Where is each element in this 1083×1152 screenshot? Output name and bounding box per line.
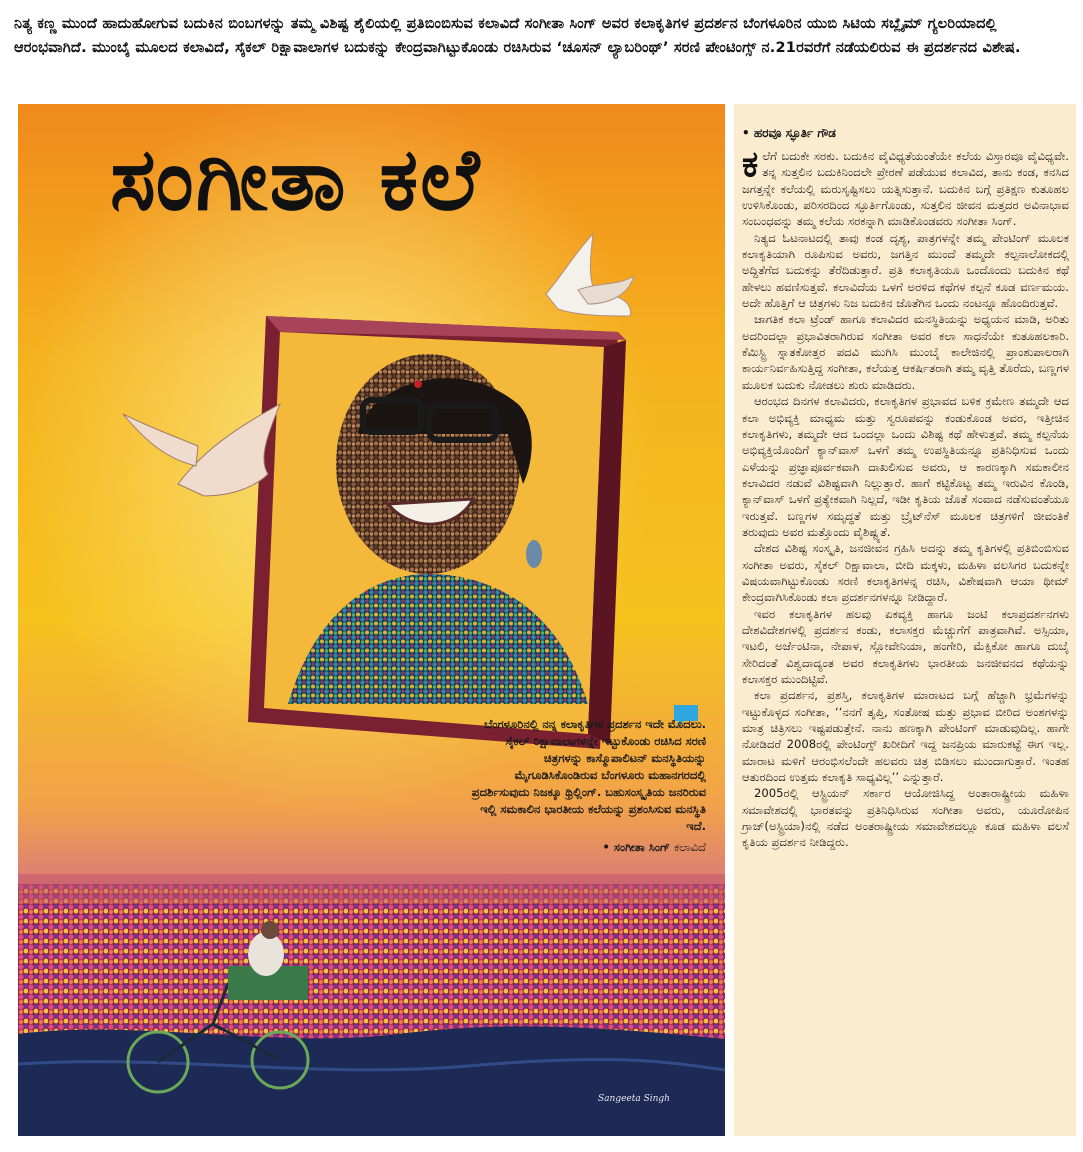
- pull-quote-author: [470, 839, 706, 856]
- article-paragraph: ಆರಂಭದ ದಿನಗಳ ಕಲಾವಿದರು, ಕಲಾಕೃತಿಗಳ ಪ್ರಭಾವದ ಬಳಿಕ ಕ್ರಮೇಣ ತಮ್ಮದೇ ಆದ ಕಲಾ ಅಭಿವ್ಯಕ್ತಿ ಮಾಧ್ಯಮ ಮತ್ತು ಸ್ವರೂಪವನ್ನು ಕಂಡುಕೊಂಡ ಅವರ, ಇತ್ತೀಚಿನ ಕಲಾಕೃತಿಗಳು, ತಮ್ಮದೇ ಆದ ಒಂದಲ್ಲಾ ಒಂದು ವಿಶಿಷ್ಟ ಕಥೆ ಹೇಳುತ್ತವೆ. ತಮ್ಮ ಕಲ್ಪನೆಯ ಅಭಿವ್ಯಕ್ತಿಯೊಂದಿಗೆ ಕ್ಯಾನ್‌ವಾಸ್ ಒಳಗೆ ತಮ್ಮ ಉಪಸ್ಥಿತಿಯನ್ನೂ ಪ್ರತಿನಿಧಿಸುವ ಒಂದು ಎಳೆಯನ್ನು ಪ್ರಜ್ಞಾಪೂರ್ವಕವಾಗಿ ದಾಖಲಿಸುವ ಅವರು, ಆ ಕಾರಣಕ್ಕಾಗಿ ಸಮಕಾಲೀನ ಕಲಾವಿದರ ನಡುವೆ ವಿಶಿಷ್ಟವಾಗಿ ನಿಲ್ಲುತ್ತಾರೆ. ಹಾಗೆ ಕಟ್ಟಿಕೊಟ್ಟ ತಮ್ಮ ಇರುವಿನ ಕೊಂಡಿ, ಕ್ಯಾನ್‌ವಾಸ್ ಒಳಗೆ ಪ್ರತ್ಯೇಕವಾಗಿ ನಿಲ್ಲದೆ, ಇಡೀ ಕೃತಿಯ ಜೊತೆ ಸಂವಾದ ನಡೆಸುವಂತೆಯೂ ಇರುತ್ತವೆ. ಬಣ್ಣಗಳ ಸಮೃದ್ಧತೆ ಮತ್ತು ಬ್ರೈಟ್‌ನೆಸ್ ಮೂಲಕ ಚಿತ್ರಗಳಿಗೆ ಜೀವಂತಿಕೆ ತರುವುದು ಅವರ ಮತ್ತೊಂದು ವೈಶಿಷ್ಟ್ಯತೆ.: [742, 394, 1069, 539]
- drop-cap: ಕ: [742, 144, 759, 185]
- painting-signature: Sangeeta Singh: [598, 1094, 670, 1104]
- article-paragraph: ಕಲಾ ಪ್ರದರ್ಶನ, ಪ್ರಶಸ್ತಿ, ಕಲಾಕೃತಿಗಳ ಮಾರಾಟದ ಬಗ್ಗೆ ಹೆಚ್ಚಾಗಿ ಭ್ರಮೆಗಳನ್ನು ಇಟ್ಟುಕೊಳ್ಳದ ಸಂಗೀತಾ, ‘‘ನನಗೆ ತೃಪ್ತಿ, ಸಂತೋಷ ಮತ್ತು ಪ್ರಭಾವ ಬೀರಿದ ಅಂಶಗಳನ್ನು ಮಾತ್ರ ಚಿತ್ರಿಸಲು ಇಷ್ಟಪಡುತ್ತೇನೆ. ನಾನು ಹಣಕ್ಕಾಗಿ ಪೇಂಟಿಂಗ್ ಮಾಡುವುದಿಲ್ಲ. ಹಾಗೇ ನೋಡಿದರೆ 2008ರಲ್ಲಿ ಪೇಂಟಿಂಗ್ಸ್ ಖರೀದಿಗೆ ಇದ್ದ ಜನಪ್ರಿಯ ಮಾರುಕಟ್ಟೆ ಈಗ ಇಲ್ಲ. ಮಾರಾಟ ಮಳಿಗೆ ಆರಂಭಿಸಲೆಂದೇ ಹಲವರು ಚಿತ್ರ ಬಿಡಿಸಲು ಮುಂದಾಗುತ್ತಾರೆ. ಇಂತಹ ಆತುರದಿಂದ ಉತ್ತಮ ಕಲಾಕೃತಿ ಸಾಧ್ಯವಿಲ್ಲ’’ ಎನ್ನುತ್ತಾರೆ.: [742, 688, 1069, 785]
- article-paragraph: 2005ರಲ್ಲಿ ಆಸ್ಟ್ರಿಯನ್ ಸರ್ಕಾರ ಆಯೋಜಿಸಿದ್ದ ಅಂತಾರಾಷ್ಟ್ರೀಯ ಮಹಿಳಾ ಸಮಾವೇಶದಲ್ಲಿ ಭಾರತವನ್ನು ಪ್ರತಿನಿಧಿಸಿರುವ ಸಂಗೀತಾ ಅವರು, ಯೂರೋಪಿನ ಗ್ರಾಜ್(ಅಸ್ಟ್ರಿಯಾ)ನಲ್ಲಿ ನಡೆದ ಅಂತರಾಷ್ಟ್ರೀಯ ಸಮಾವೇಶದಲ್ಲೂ ಕೂಡ ಮಹಿಳಾ ವಲಸೆ ಕೃತಿಯ ಪ್ರದರ್ಶನ ನೀಡಿದ್ದರು.: [742, 786, 1069, 850]
- article-paragraph: ಇವರ ಕಲಾಕೃತಿಗಳ ಹಲವು ಏಕವ್ಯಕ್ತಿ ಹಾಗೂ ಜಂಟಿ ಕಲಾಪ್ರದರ್ಶನಗಳು ದೇಶವಿದೇಶಗಳಲ್ಲಿ ಪ್ರದರ್ಶನ ಕಂಡು, ಕಲಾಸಕ್ತರ ಮೆಚ್ಚುಗೆಗೆ ಪಾತ್ರವಾಗಿವೆ. ಅಸ್ಸಿಯಾ, ಇಟಲಿ, ಅರ್ಜೆಂಟಿನಾ, ನೇಪಾಳ, ಸ್ಲೋವೇನಿಯಾ, ಹಂಗೇರಿ, ಮೆಕ್ಸಿಕೋ ಹಾಗೂ ದುಬೈ ಸೇರಿದಂತೆ ವಿಶ್ವದಾದ್ಯಂತ ಅವರ ಕಲಾಕೃತಿಗಳು ಭಾರತೀಯ ಜನಜೀವನದ ಕಥೆಯನ್ನು ಕಲಾಸಕ್ತರ ಮುಂದಿಟ್ಟಿವೆ.: [742, 606, 1069, 686]
- article-paragraph: ಜಾಗತಿಕ ಕಲಾ ಟ್ರೆಂಡ್ ಹಾಗೂ ಕಲಾವಿದರ ಮನಸ್ಥಿತಿಯನ್ನು ಅಧ್ಯಯನ ಮಾಡಿ, ಅರಿತು ಅದರಿಂದಲ್ಲಾ ಪ್ರಭಾವಿತರಾಗಿರುವ ಸಂಗೀತಾ ಅವರ ಕಲಾ ಸಾಧನೆಯೇ ಕುತೂಹಲಕಾರಿ. ಕೆಮಿಸ್ಟ್ರಿ ಸ್ನಾತಕೋತ್ತರ ಪದವಿ ಮುಗಿಸಿ ಮುಂಬೈ ಕಾಲೇಜಿನಲ್ಲಿ ಪ್ರಾಂಶುಪಾಲರಾಗಿ ಕಾರ್ಯನಿರ್ವಹಿಸುತ್ತಿದ್ದ ಸಂಗೀತಾ, ಕಲೆಯತ್ತ ಆಕರ್ಷಿತರಾಗಿ ತಮ್ಮ ವೃತ್ತಿ ತೊರೆದು, ಬಣ್ಣಗಳ ಮೂಲಕ ಬದುಕು ನೋಡಲು ಶುರು ಮಾಡಿದರು.: [742, 312, 1069, 392]
- article-first-paragraph: ಲೆಗೆ ಬದುಕೇ ಸರಕು. ಬದುಕಿನ ವೈವಿಧ್ಯತೆಯಂತೆಯೇ ಕಲೆಯ ವಿಸ್ತಾರವೂ ವೈವಿಧ್ಯವೇ. ತನ್ನ ಸುತ್ತಲಿನ ಬದುಕಿನಿಂದಲೇ ಪ್ರೇರಣೆ ಪಡೆಯುವ ಕಲಾವಿದ, ತಾನು ಕಂಡ, ಕನಸಿದ ಜಗತ್ತನ್ನೇ ಕಲೆಯಲ್ಲಿ ಮರುಸೃಷ್ಟಿಸಲು ಯತ್ನಿಸುತ್ತಾನೆ. ಬದುಕಿನ ಬಗ್ಗೆ ಪ್ರತಿಕ್ಷಣ ಕುತೂಹಲ ಉಳಿಸಿಕೊಂಡು, ಪರಿಸರದಿಂದ ಸ್ಫೂರ್ತಿಗೊಂಡು, ಸುತ್ತಲಿನ ಜೀವನ ಮತ್ತದರ ಅವಿನಾಭಾವ ಸಂಬಂಧವನ್ನು ತಮ್ಮ ಕಲೆಯ ಸರಕನ್ನಾಗಿ ಮಾಡಿಕೊಂಡವರು ಸಂಗೀತಾ ಸಿಂಗ್.: [742, 149, 1069, 229]
- article-paragraph: ದೇಶದ ವಿಶಿಷ್ಟ ಸಂಸ್ಕೃತಿ, ಜನಜೀವನ ಗ್ರಹಿಸಿ ಅದನ್ನು ತಮ್ಮ ಕೃತಿಗಳಲ್ಲಿ ಪ್ರತಿಬಿಂಬಿಸುವ ಸಂಗೀತಾ ಅವರು, ಸೈಕಲ್ ರಿಕ್ಷಾವಾಲಾ, ಬೀದಿ ಮಕ್ಕಳು, ಮಹಿಳಾ ವಲಸಿಗರ ಬದುಕನ್ನೇ ವಿಷಯವಾಗಿಟ್ಟುಕೊಂಡು ಸರಣಿ ಕಲಾಕೃತಿಗಳನ್ನ ರಚಿಸಿ, ವಿಶೇಷವಾಗಿ ಆಯಾ ಥೀಮ್ ಕೇಂದ್ರವಾಗಿಸಿಕೊಂಡು ಕಲಾ ಪ್ರದರ್ಶನಗಳನ್ನೂ ನೀಡಿದ್ದಾರೆ.: [742, 541, 1069, 605]
- pull-quote: [470, 716, 706, 856]
- pull-quote-author-role: ಕಲಾವಿದೆ: [674, 840, 706, 854]
- painting-artwork: [18, 104, 725, 1136]
- article-body: [742, 144, 1069, 851]
- byline: • ಹರವೂ ಸ್ಫೂರ್ತಿ ಗೌಡ: [742, 126, 836, 140]
- pull-quote-author-name: • ಸಂಗೀತಾ ಸಿಂಗ್: [602, 840, 670, 854]
- article-paragraph: [742, 144, 1069, 230]
- pull-quote-text: ಬೆಂಗಳೂರಿನಲ್ಲಿ ನನ್ನ ಕಲಾಕೃತಿಗಳ ಪ್ರದರ್ಶನ ಇದೇ ಮೊದಲು. ಸೈಕಲ್ ರಿಕ್ಷಾವಾಲಾಗಳನ್ನೇ ಇಟ್ಟುಕೊಂಡು ರಚಿಸಿದ ಸರಣಿ ಚಿತ್ರಗಳನ್ನು ಕಾಸ್ಮೊಪಾಲಿಟನ್ ಮನಸ್ಥಿತಿಯನ್ನು ಮೈಗೂಡಿಸಿಕೊಂಡಿರುವ ಬೆಂಗಳೂರು ಮಹಾನಗರದಲ್ಲಿ ಪ್ರದರ್ಶಿಸುವುದು ನಿಜಕ್ಕೂ ಥ್ರಿಲ್ಲಿಂಗ್. ಬಹುಸಂಸ್ಕೃತಿಯ ಜನರಿರುವ ಇಲ್ಲಿ ಸಮಕಾಲಿನ ಭಾರತೀಯ ಕಲೆಯನ್ನು ಪ್ರಶಂಸಿಸುವ ಮನಸ್ಥಿತಿ ಇದೆ.: [471, 717, 706, 833]
- headline: ಸಂಗೀತಾ ಕಲೆ: [110, 130, 482, 230]
- article-paragraph: ನಿತ್ಯದ ಓಟನಾಟದಲ್ಲಿ ತಾವು ಕಂಡ ದೃಶ್ಯ, ಪಾತ್ರಗಳನ್ನೇ ತಮ್ಮ ಪೇಂಟಿಂಗ್ ಮೂಲಕ ಕಲಾಕೃತಿಯಾಗಿ ರೂಪಿಸುವ ಅವರು, ಜಗತ್ತಿನ ಮುಂದೆ ತಮ್ಮದೇ ಕಲ್ಪನಾಲೋಕದಲ್ಲಿ ಅದ್ದಿತೆಗೆದ ಬದುಕನ್ನು ತೆರೆದಿಡುತ್ತಾರೆ. ಪ್ರತಿ ಕಲಾಕೃತಿಯೂ ಒಂದೊಂದು ಬದುಕಿನ ಕಥೆ ಹೇಳಲು ಹವಣಿಸುತ್ತವೆ. ಕಲಾವಿದೆಯ ಒಳಗೆ ಅರಳಿದ ಕಥೆಗಳ ಕಲ್ಪನೆ ಕೂಡ ವರ್ಣಮಯ. ಅದೇ ಹೊತ್ತಿಗೆ ಆ ಚಿತ್ರಗಳು ನಿಜ ಬದುಕಿನ ಜೊತೆಗಿನ ಒಂದು ನಂಟನ್ನೂ ಹೊಂದಿರುತ್ತವೆ.: [742, 230, 1069, 311]
- intro-standfirst: ನಿತ್ಯ ಕಣ್ಣ ಮುಂದೆ ಹಾದುಹೋಗುವ ಬದುಕಿನ ಬಿಂಬಗಳನ್ನು ತಮ್ಮ ವಿಶಿಷ್ಟ ಶೈಲಿಯಲ್ಲಿ ಪ್ರತಿಬಿಂಬಿಸುವ ಕಲಾವಿದೆ ಸಂಗೀತಾ ಸಿಂಗ್ ಅವರ ಕಲಾಕೃತಿಗಳ ಪ್ರದರ್ಶನ ಬೆಂಗಳೂರಿನ ಯುಬಿ ಸಿಟಿಯ ಸಬ್ಲೈಮ್ ಗ್ಯಲರಿಯಾದಲ್ಲಿ ಆರಂಭವಾಗಿದೆ. ಮುಂಬೈ ಮೂಲದ ಕಲಾವಿದೆ, ಸೈಕಲ್ ರಿಕ್ಷಾವಾಲಾಗಳ ಬದುಕನ್ನು ಕೇಂದ್ರವಾಗಿಟ್ಟುಕೊಂಡು ರಚಿಸಿರುವ ‘ಚೂಸನ್ ಲ್ಯಾಬರಿಂಥ್’ ಸರಣಿ ಪೇಂಟಿಂಗ್ಸ್ ನ.21ರವರೆಗೆ ನಡೆಯಲಿರುವ ಈ ಪ್ರದರ್ಶನದ ವಿಶೇಷ.: [14, 16, 1021, 56]
